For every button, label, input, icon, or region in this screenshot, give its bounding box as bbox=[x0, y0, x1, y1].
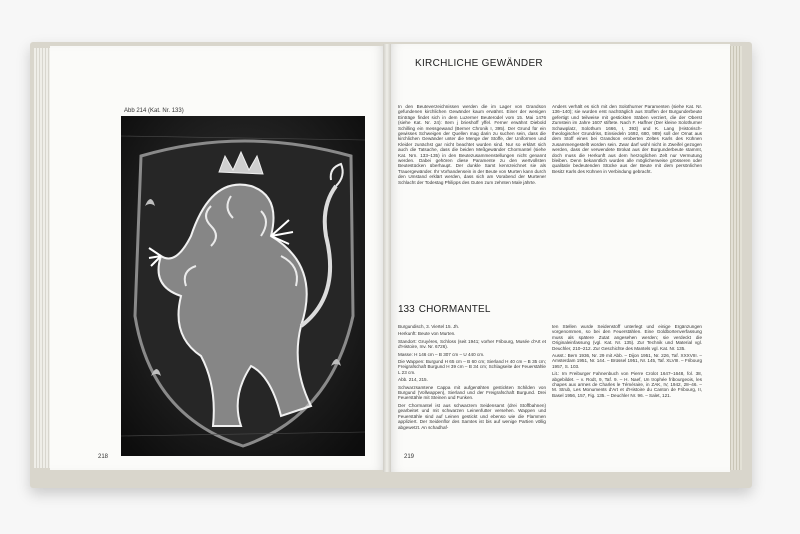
entry-column-2 bbox=[552, 324, 702, 400]
entry-paragraph: Die Wappen: Burgund H 65 cm – B 60 cm; Sierland H 40 cm – B 35 cm; Freigrafschaft Burgund H 39 cm – B 34 cm; Schlagseite der Feuerstähle L 23 cm. bbox=[398, 359, 546, 375]
entry-paragraph: ten Stellen wurde Seidenstoff unterlegt und einige Ergänzungen vorgenommen, so bei den Feuerstählen. Eine Goldbortenverfassung muss als spätere Zutat angesehen werden; sie verdeckt die Originaleinfassung (vgl. Kat. Nr. 135). Zur Technik und Material vgl. Deuchler, 210–212. Zur Geschichte des Mantels vgl. Kat. Nr. 135. bbox=[552, 324, 702, 351]
entry-paragraph: Standort: Gruyères, Schloss (seit 1941; vorher Fribourg, Musée d'Art et d'Histoire, Inv. Nr. 6726). bbox=[398, 338, 546, 350]
entry-paragraph: Herkunft: Beute von Murten. bbox=[398, 331, 456, 337]
entry-number: 133 bbox=[398, 304, 415, 315]
page-edges-left bbox=[34, 48, 50, 468]
catalogue-entry-heading bbox=[398, 304, 491, 315]
book-gutter bbox=[383, 44, 391, 472]
figure-caption: Abb 214 (Kat. Nr. 133) bbox=[124, 108, 184, 114]
entry-column-1 bbox=[398, 324, 546, 432]
exhibitions-paragraph: Ausst.: Bern 1936, Nr. 29 mit Abb. – Dijon 1951, Nr. 226, Taf. XXXVIII. – Amsterdam 1951, Nr. 144. – Brüssel 1951, Nr. 145, Taf. XLVIII. – Fribourg 1957, S. 103. bbox=[552, 353, 702, 369]
entry-paragraph: Der Chormantel ist aus schwarzem Seidensamt (drei Stoffbahnen) gearbeitet und mit schwarzen Leinenfutter versehen. Wappen und Feuerstähle sind auf Leinen gestickt und ebenso wie die Flammen appliziert. Der Seidenflor des Samtes ist bis auf wenige Partien völlig abgewetzt. An schadhaf- bbox=[398, 402, 546, 430]
page-number-right: 219 bbox=[404, 454, 415, 460]
entry-paragraph: Abb. 214, 215. bbox=[398, 377, 428, 383]
page-number-left: 218 bbox=[98, 454, 109, 460]
heraldic-lion-photo bbox=[121, 116, 365, 456]
intro-column-2: Anders verhält es sich mit den Solothurner Paramenten (siehe Kat. Nr. 136–140); sie wurden erst nachträglich aus Stoffen der Burgunderbeute gefertigt und teilweise mit gestickten Stäben verziert, die der Oberst Zumstein im Jahre 1607 stiftete. Nach F. Haffner (Der kleine Solothurner Schawplatz, Solothurn 1666, I, 393) und K. Lang (Historisch-theologischer Grundriss, Einsiedeln 1692, 680, 989) soll der Ornat aus dem Stoff eines bei Grandson eroberten Zeltes Karls des Kühnen zusammengestellt worden sein. Zwar darf wohl nicht in Zweifel gezogen werden, dass der verwendete Brokat aus der Burgunderbeute stammt, doch muss die Herkunft aus dem herzoglichen Zelt nur Vermutung bleiben. Denn bekanntlich wurden alle möglicherweise grösseren oder qualitativ bedeutenden Stücke aus der Beute mit dem persönlichen Besitz Karls des Kühnen in Verbindung gebracht. bbox=[552, 104, 702, 174]
entry-paragraph: Burgundisch, 3. Viertel 15. Jh. bbox=[398, 324, 460, 329]
entry-paragraph: Schwarzsamtene Cappa mit aufgenähten gestickten Schilden von Burgund (Vollwappen), Sierland und der Freigrafschaft Burgund. Drei Feuerstähle mit Steinen und Funken. bbox=[398, 384, 546, 401]
embroidered-lion-image bbox=[121, 116, 365, 456]
chapter-title: KIRCHLICHE GEWÄNDER bbox=[415, 58, 543, 69]
entry-title: CHORMANTEL bbox=[418, 304, 491, 315]
intro-column-1: In den Beuteverzeichnissen werden die im Lager von Grandson gefundenen kirchlichen Gewänder kaum erwähnt. Einer der wenigen Einträge findet sich in dem Luzerner Beuterodel vom 15. Mai 1476 (siehe Kat. Nr. 24): Item j brieshoff yffel. Ferner erwähnt Diebold Schilling ein messgewand (Berner Chronik I, 395). Der Grund für ein gewisses Schweigen der Quellen mag darin zu suchen sein, dass die kirchlichen Gewänder unter die Menge der Stoffe, der Uniformen und Kleider zunächst gar nicht beachtet wurden sind. Nur so erklärt sich auch die Tatsache, dass die beiden Meßgewänder Chormantel (siehe Kat. Nrn. 133–135) in den Beutezusammenstellungen nicht genannt werden. Dabei gehören diese Paramente zu den wertvollsten Beutestücken überhaupt. Der dunkle Samt kennzeichnet sie als Trauergewänder. Ihr Vorhandensein in der Beute von Murten kann durch den Umstand erklärt werden, dass sich am Vorabend der Murtener Schlacht der Todestag Philipps des Guten zum zehnten Male jährte. bbox=[398, 104, 546, 185]
page-edges-right bbox=[728, 46, 742, 470]
entry-paragraph: Masse: H 146 cm – B 307 cm – U 440 cm. bbox=[398, 351, 485, 357]
literature-paragraph: Lit.: Im Freiburger Fahnenbuch von Pierre Crolot 1647–1648, fol. 38, abgebildet. – v. Rodt, 9, Taf. 9. – H. Naef, Un trophée fribourgeois, les chapes aux armes de Charles le Téméraire, in ZAK, IV, 1942, 28–46. – M. Strub, Les Monuments d'Art et d'Histoire du Canton de Fribourg, II, Basel 1956, 157, Fig. 135. – Deuchler Nr. 96. – Salet, 121. bbox=[552, 371, 702, 398]
